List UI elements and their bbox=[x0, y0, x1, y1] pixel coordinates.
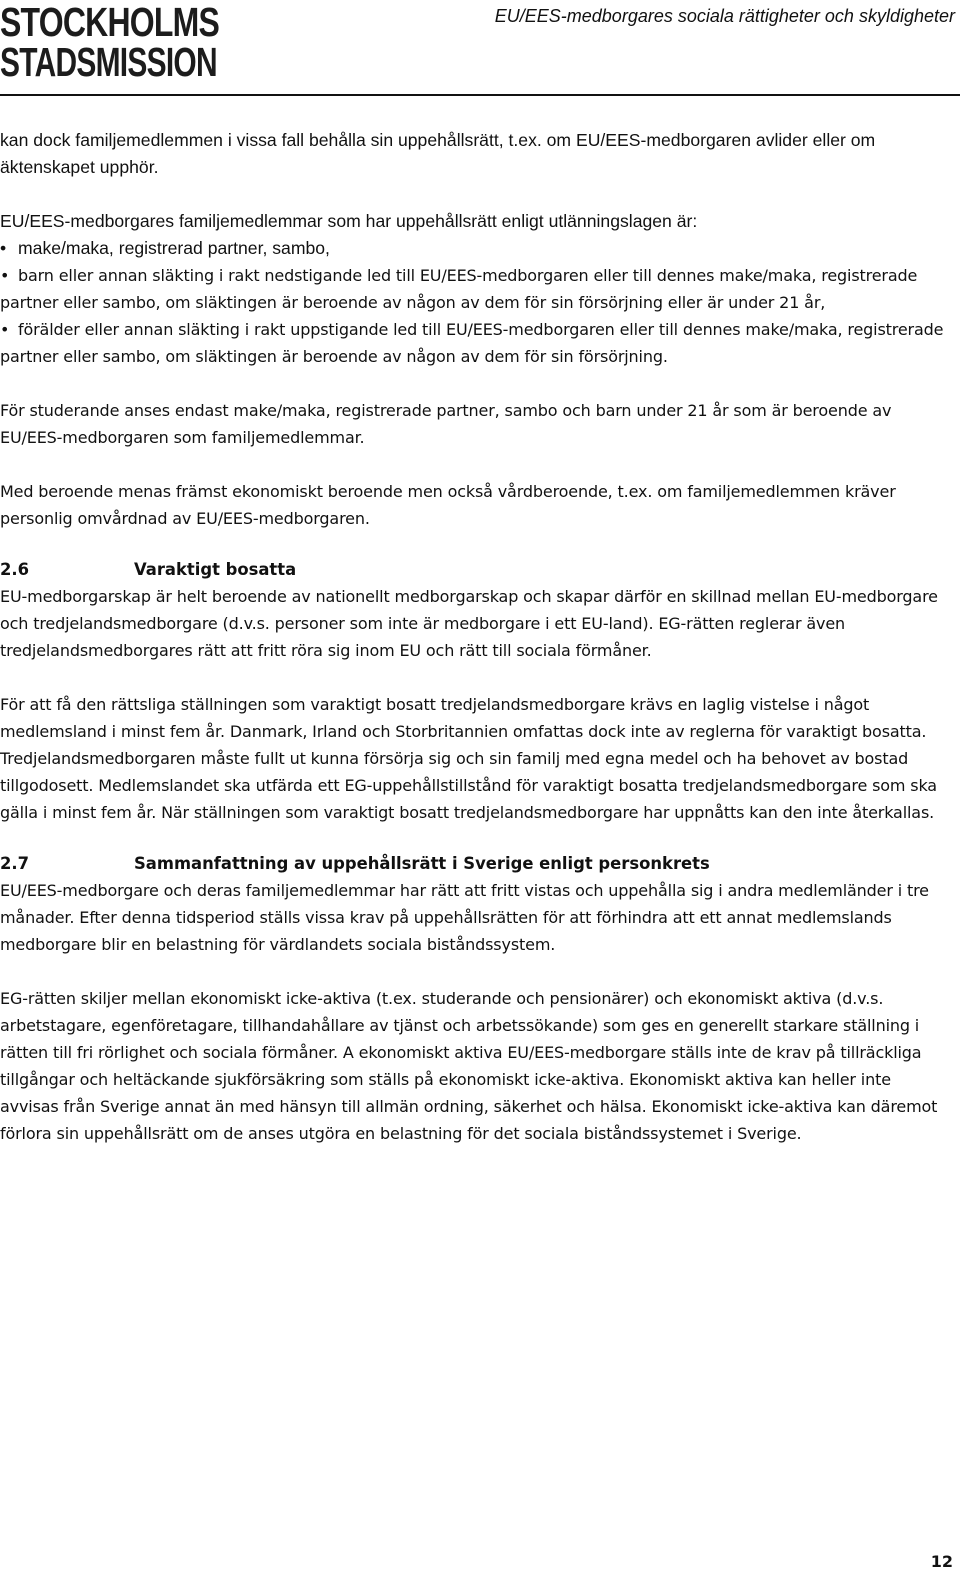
section-number: 2.7 bbox=[0, 854, 30, 873]
section-title: Sammanfattning av uppehållsrätt i Sverige enligt personkrets bbox=[134, 854, 710, 873]
section-title: Varaktigt bosatta bbox=[134, 560, 297, 579]
list-item bbox=[0, 316, 952, 370]
page-number: 12 bbox=[930, 1552, 953, 1571]
family-members-list bbox=[0, 235, 952, 370]
list-item bbox=[0, 262, 952, 316]
intro-paragraph: kan dock familjemedlemmen i vissa fall behålla sin uppehållsrätt, t.ex. om EU/EES-medborgaren avlider eller om äktenskapet upphör. bbox=[0, 130, 876, 177]
section-2-6-paragraph-1: EU-medborgarskap är helt beroende av nationellt medborgarskap och skapar därför en skillnad mellan EU-medborgare och tredjelandsmedborgare (d.v.s. personer som inte är medborgare i ett EU-land). EG-rätten reglerar även tredjelandsmedborgares rätt att fritt röra sig inom EU och rätt till sociala förmåner. bbox=[0, 587, 938, 660]
list-item-text: barn eller annan släkting i rakt nedstigande led till EU/EES-medborgaren eller till dennes make/maka, registrerade partner eller sambo, om släktingen är beroende av någon av dem för sin försörjning eller är under 21 år, bbox=[0, 266, 918, 312]
header-divider bbox=[0, 94, 960, 96]
stadsmission-logo bbox=[0, 0, 252, 85]
section-2-7-paragraph-2: EG-rätten skiljer mellan ekonomiskt icke-aktiva (t.ex. studerande och pensionärer) och ekonomiskt aktiva (d.v.s. arbetstagare, egenföretagare, tillhandahållare av tjänst och arbetssökande) som ges en generellt starkare ställning i rätten till fri rörlighet och sociala förmåner. A ekonomiskt aktiva EU/EES-medborgare ställs inte de krav på tillräckliga tillgångar och heltäckande sjukförsäkring som ställs på ekonomiskt icke-aktiva. Ekonomiskt aktiva kan heller inte avvisas från Sverige annat än med hänsyn till allmän ordning, säkerhet och hälsa. Ekonomiskt icke-aktiva kan däremot förlora sin uppehållsrätt om de anses utgöra en belastning för det sociala biståndssystemet i Sverige. bbox=[0, 989, 938, 1143]
bullet-icon: • bbox=[0, 320, 10, 339]
list-item-text: make/maka, registrerad partner, sambo, bbox=[18, 238, 330, 258]
bullet-icon: • bbox=[0, 266, 10, 285]
list-item bbox=[0, 235, 952, 262]
running-header-title: EU/EES-medborgares sociala rättigheter och skyldigheter bbox=[494, 6, 955, 26]
section-heading-2-6 bbox=[0, 556, 952, 583]
students-paragraph: För studerande anses endast make/maka, registrerade partner, sambo och barn under 21 år som är beroende av EU/EES-medborgaren som familjemedlemmar. bbox=[0, 401, 892, 447]
logo-line-1: STOCKHOLMS bbox=[0, 0, 220, 45]
logo-line-2: STADSMISSION bbox=[0, 39, 217, 85]
section-2-7-paragraph-1: EU/EES-medborgare och deras familjemedlemmar har rätt att fritt vistas och uppehålla sig i andra medlemländer i tre månader. Efter denna tidsperiod ställs vissa krav på uppehållsrätten för att förhindra att ett annat medlemslands medborgare blir en belastning för värdlandets sociala biståndssystem. bbox=[0, 881, 929, 954]
section-2-6-paragraph-2: För att få den rättsliga ställningen som varaktigt bosatt tredjelandsmedborgare krävs en laglig vistelse i något medlemsland i minst fem år. Danmark, Irland och Storbritannien omfattas dock inte av reglerna för varaktigt bosatta. Tredjelandsmedborgaren måste fullt ut kunna försörja sig och sin familj med egna medel och ha behovet av bostad tillgodosett. Medlemslandet ska utfärda ett EG-uppehållstillstånd för varaktigt bosatta tredjelandsmedborgare som ska gälla i minst fem år. När ställningen som varaktigt bosatt tredjelandsmedborgare har uppnåtts kan den inte återkallas. bbox=[0, 695, 937, 822]
family-members-lead: EU/EES-medborgares familjemedlemmar som har uppehållsrätt enligt utlänningslagen är: bbox=[0, 211, 698, 231]
list-item-text: förälder eller annan släkting i rakt uppstigande led till EU/EES-medborgaren eller till dennes make/maka, registrerade partner eller sambo, om släktingen är beroende av någon av dem för sin försörjning. bbox=[0, 320, 944, 366]
section-heading-2-7 bbox=[0, 850, 952, 877]
bullet-icon: • bbox=[0, 238, 7, 258]
page-body bbox=[0, 127, 952, 1147]
dependence-paragraph: Med beroende menas främst ekonomiskt beroende men också vårdberoende, t.ex. om familjemedlemmen kräver personlig omvårdnad av EU/EES-medborgaren. bbox=[0, 482, 896, 528]
section-number: 2.6 bbox=[0, 560, 30, 579]
